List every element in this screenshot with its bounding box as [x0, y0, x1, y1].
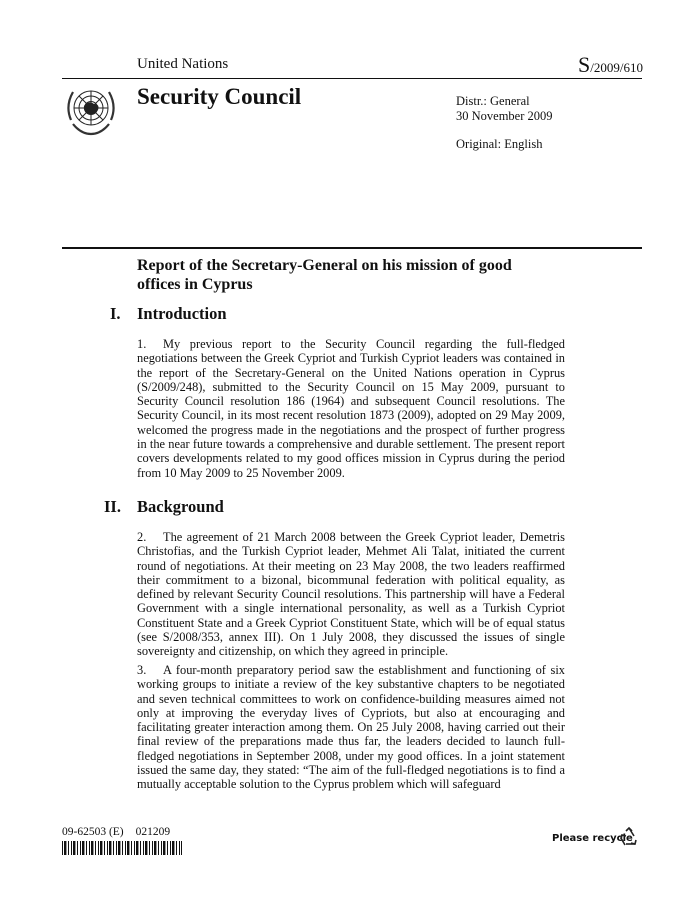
document-date: 30 November 2009: [456, 108, 553, 123]
un-emblem-icon: [64, 82, 118, 138]
paragraph-text: The agreement of 21 March 2008 between the Greek Cypriot leader, Demetris Christofias, and the Turkish Cypriot leader, Mehmet Ali Talat, initiated the current round of negotiations. At their meeting on 23 May 2008, the two leaders reaffirmed their commitment to a bizonal, bicommunal federation with political equality, as defined by relevant Security Council resolutions. This partnership will have a Federal Government with a single international personality, as well as a Turkish Cypriot Constituent State and a Greek Cypriot Constituent State, which will be of equal status (see S/2008/353, annex III). On 1 July 2008, they discussed the issues of single sovereignty and citizenship, on which they agreed in principle.: [137, 530, 565, 659]
security-council-title: Security Council: [137, 84, 302, 109]
title-rule: [62, 247, 642, 249]
document-symbol: [578, 52, 643, 78]
paragraph-number: 2.: [137, 530, 147, 544]
paragraph-text: A four-month preparatory period saw the establishment and functioning of six working groups to initiate a review of the key substantive chapters to be negotiated and seven technical committees to work on confidence-building measures aimed not only at improving the everyday lives of Cypriots, but also at encouraging and facilitating greater interaction among them. On 25 July 2008, having carried out their final review of the preparations made thus far, the leaders decided to launch full-fledged negotiations in September 2008, under my good offices. In a joint statement issued the same day, they stated: “The aim of the full-fledged negotiations is to find a mutually acceptable solution to the Cyprus problem which will safeguard: [137, 663, 565, 792]
paragraph-2: [137, 530, 565, 659]
symbol-prefix: S: [578, 52, 591, 77]
section-heading-introduction: Introduction: [137, 304, 227, 323]
paragraph-number: 1.: [137, 337, 147, 351]
footer-job-code: [62, 826, 182, 838]
print-date: 021209: [135, 826, 171, 838]
paragraph-number: 3.: [137, 663, 147, 677]
symbol-suffix: /2009/610: [590, 60, 643, 75]
organization-name: United Nations: [137, 56, 229, 72]
distribution-label: Distr.: General: [456, 94, 530, 108]
section-heading-background: Background: [137, 497, 224, 516]
job-number: 09-62503 (E): [62, 826, 124, 838]
header-rule: [62, 78, 642, 79]
distribution-block: [456, 94, 553, 152]
recycle-label: Please recycle: [552, 833, 633, 844]
paragraph-1: [137, 337, 565, 480]
section-number: I.: [110, 304, 121, 323]
paragraph-text: My previous report to the Security Council regarding the full-fledged negotiations between the Greek Cypriot and Turkish Cypriot leaders was contained in the report of the Secretary-General on the United Nations operation in Cyprus (S/2009/248), submitted to the Security Council on 15 May 2009, pursuant to Security Council resolution 186 (1964) and subsequent Council resolutions. The Security Council, in its most recent resolution 1873 (2009), adopted on 29 May 2009, welcomed the progress made in the negotiations and the prospect of further progress in the near future towards a comprehensive and durable settlement. The present report covers developments related to my good offices mission in Cyprus during the period from 10 May 2009 to 25 November 2009.: [137, 337, 565, 480]
document-title: Report of the Secretary-General on his mission of good offices in Cyprus: [137, 257, 512, 293]
recycle-icon: [618, 826, 640, 848]
barcode-icon: [62, 841, 182, 855]
original-language: Original: English: [456, 137, 543, 151]
paragraph-3: [137, 663, 565, 792]
section-number: II.: [104, 497, 121, 516]
